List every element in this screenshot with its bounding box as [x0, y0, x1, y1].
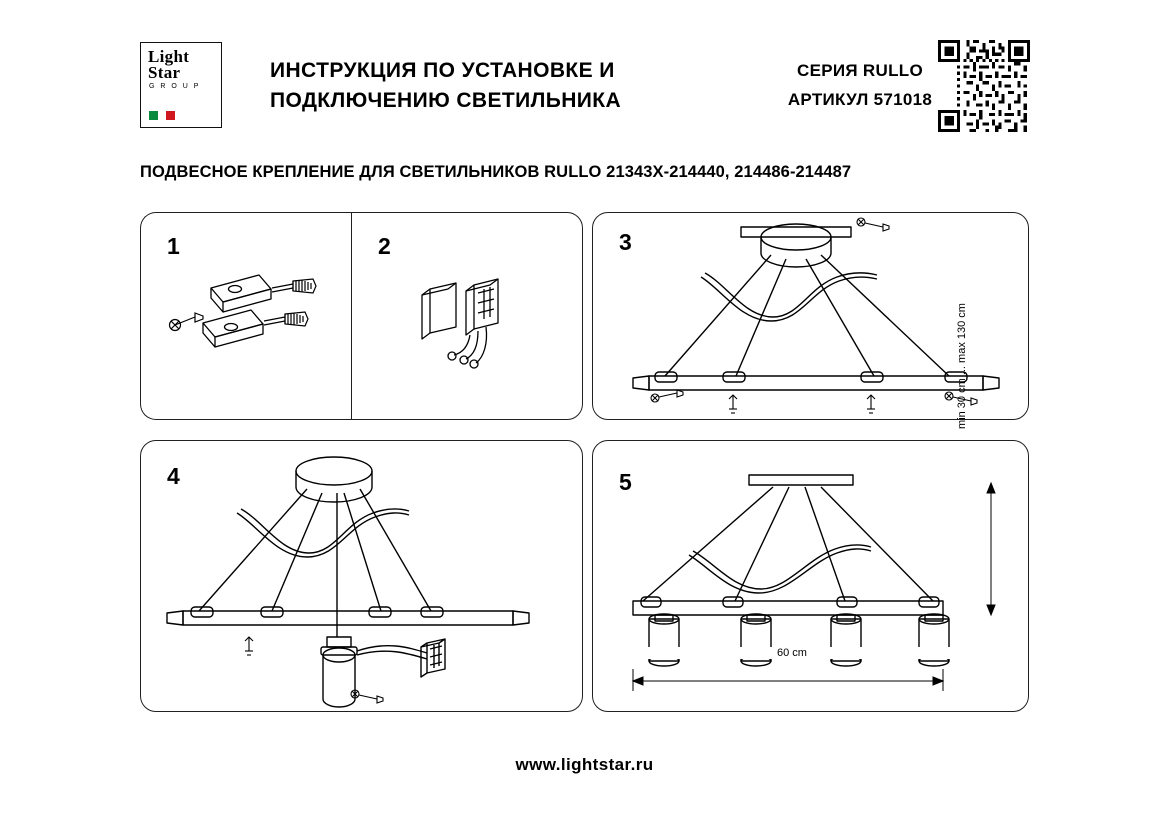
page-title-line-2: ПОДКЛЮЧЕНИЮ СВЕТИЛЬНИКА — [270, 89, 622, 112]
document-header — [140, 40, 1030, 130]
qr-code-icon — [938, 40, 1030, 132]
step-number-3: 3 — [619, 229, 632, 255]
width-dimension-line — [633, 669, 943, 691]
step-2-illustration — [352, 213, 584, 421]
width-dimension-label: 60 cm — [593, 647, 991, 659]
article-label: АРТИКУЛ 571018 — [787, 90, 933, 109]
height-dimension-label: min 30 cm ... max 130 cm — [956, 303, 968, 429]
step-number-1: 1 — [167, 233, 180, 259]
step-number-5: 5 — [619, 469, 632, 495]
footer-website[interactable]: www.lightstar.ru — [515, 755, 654, 774]
page-title-line-1: ИНСТРУКЦИЯ ПО УСТАНОВКЕ И — [270, 59, 615, 82]
logo-text-group: G R O U P — [149, 83, 201, 90]
logo-text-star: Star — [148, 63, 181, 82]
step-panel-5 — [592, 303, 1029, 712]
assembly-subtitle: ПОДВЕСНОЕ КРЕПЛЕНИЕ ДЛЯ СВЕТИЛЬНИКОВ RULLO 21343X-214440, 214486-214487 — [140, 163, 852, 181]
step-5-illustration — [593, 441, 1030, 713]
step-number-4: 4 — [167, 463, 180, 489]
page-title — [270, 56, 740, 116]
step-panel-2 — [351, 212, 583, 420]
step-panel-4 — [140, 440, 583, 712]
brand-logo — [140, 42, 222, 128]
italian-flag-icon — [149, 111, 175, 120]
logo-text-light: Light — [148, 47, 190, 66]
height-dimension-line — [987, 483, 995, 615]
series-label: СЕРИЯ RULLO — [797, 61, 923, 80]
step-1-illustration — [141, 213, 353, 421]
step-number-2: 2 — [378, 233, 391, 259]
step-panel-1 — [140, 212, 352, 420]
step-4-illustration — [141, 441, 584, 713]
